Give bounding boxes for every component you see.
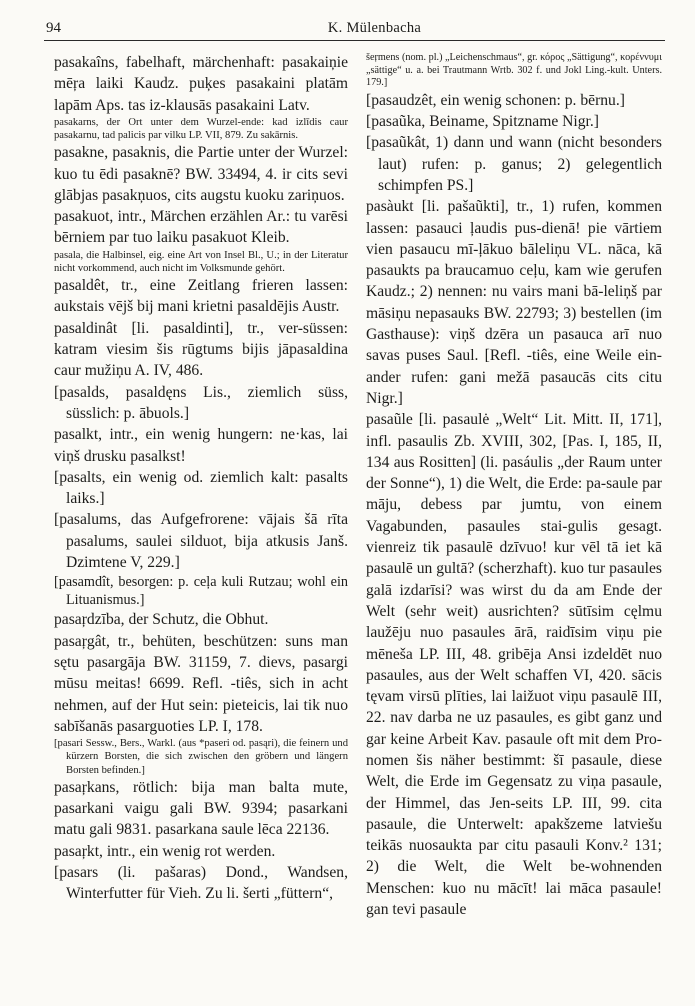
left-column <box>54 52 348 905</box>
dictionary-entry: [pasalds, pasaldęns Lis., ziemlich süss, süsslich: p. ābuols.] <box>54 383 348 422</box>
page-number: 94 <box>46 20 61 36</box>
dictionary-entry: pasaŗkt, intr., ein wenig rot werden. <box>54 842 276 860</box>
dictionary-entry: pasala, die Halbinsel, eig. eine Art von Insel Bl., U.; in der Literatur nicht vorkommend, auch nicht im Volksmunde gehört. <box>54 249 348 274</box>
dictionary-entry: pasaŗdzība, der Schutz, die Obhut. <box>54 611 269 629</box>
dictionary-entry: pasàukt [li. pašaũkti], tr., 1) rufen, kommen lassen: pasauci ļaudis pus-dienā! pie vārtiem vien pasaucu mī-ļākuo bāleliņu VL. nāca, kā pasaukts pa braucamuo ceļu, kam wie gerufen Kaudz.; 2) nennen: nu vairs mani bā-leliņš par māsiņu nepasauks BW. 22793; 3) bestellen (im Gasthause): viņš dzēra un pasauca arī nuo savas puses Saul. [Refl. -tiês, eine Weile ein-ander rufen: gani mežā pasaucās cits citu Nigr.] <box>366 198 662 407</box>
dictionary-entry: [pasamdît, besorgen: p. ceļa kuli Rutzau; wohl ein Lituanismus.] <box>54 574 348 609</box>
dictionary-entry: pasaũle [li. pasaulė „Welt“ Lit. Mitt. II, 171], infl. pasaulis Zb. XVIII, 302, [Pas. I, 185, II, 134 aus Rositten] (li. pasáulis „der Raum unter der Sonne“), 1) die Welt, die Erde: pa-saule par māju, debess par jumtu, von einem Vagabunden, pasaules stai-gulis gesagt. vienreiz tik pasaulē dzīvuo! kur vēl tā iet kā pasaulē un gultā? (scherzhaft). kuo tur pasaules galā izdarīsi? was wirst du da am Ende der Welt (sehr weit) ausrichten? sūtīsim cęlmu laužēju nuo pasaules ārā, raidīsim viņu pie mēneša LP. III, 48. gribēja Ansi izdeldēt nuo pasaules, aus der Welt schaffen VI, 420. sācis tęvam virsū plīties, lai laižuot viņu pasaulē III, 22. nav darba ne uz pasaules, es gibt ganz und gar keine Arbeit Kav. pasaule oft mit dem Pro-nomen šis näher bestimmt: šī pasaule, diese Welt, die Erde im Gegensatz zu viņa pasaule, der Himmel, das Jen-seits LP. III, 99. cita pasaule, die Unterwelt: apakšzeme latviešu teikās nuosaukta par citu pasauli Konv.² 131; 2) die Welt, die Welt be-wohnenden Menschen: kuo nu mācīt! lai māca pasaule! gan tevi pasaule <box>366 411 662 919</box>
dictionary-entry: šeŗmens (nom. pl.) „Leichenschmaus“, gr. κόρος „Sättigung“, κορέννυμι „sättige“ u. a. bei Trautmann Wrtb. 302 f. und Jokl Ling.-kult. Unters. 179.] <box>366 52 662 89</box>
dictionary-entry: [pasalts, ein wenig od. ziemlich kalt: pasalts laiks.] <box>54 468 348 508</box>
dictionary-entry: pasakaîns, fabelhaft, märchenhaft: pasakaiņie mēŗa laiki Kaudz. puķes pasakaini platām lapām Aps. tas iz-klausās pasakaini Latv. <box>54 54 348 114</box>
dictionary-entry: pasaldêt, tr., eine Zeitlang frieren lassen: aukstais vējš bij mani krietni pasaldējis Austr. <box>54 277 348 316</box>
dictionary-entry: [pasars (li. pašaras) Dond., Wandsen, Winterfutter für Vieh. Zu li. šerti „füttern“, <box>54 863 348 903</box>
dictionary-entry: [pasaũka, Beiname, Spitzname Nigr.] <box>366 113 599 131</box>
dictionary-entry: pasakuot, intr., Märchen erzählen Ar.: tu varēsi bērniem par tuo laiku pasakuot Kleib. <box>54 208 348 247</box>
dictionary-entry: pasaldinât [li. pasaldinti], tr., ver-süssen: katram viesim šis rūgtums bijis jāpasaldina caur mužiņu A. IV, 486. <box>54 319 348 380</box>
right-column <box>366 52 662 920</box>
dictionary-entry: pasakne, pasaknis, die Partie unter der Wurzel: kuo tu ēdi pasaknē? BW. 33494, 4. ir cits sevi glābjas pasakņuos, cits augstu kuoku zariņuos. <box>54 144 348 204</box>
running-head: K. Mülenbacha <box>327 20 422 36</box>
dictionary-entry: pasaŗgât, tr., behüten, beschützen: suns man sętu pasargāja BW. 31159, 7. dievs, pasargi mūsu meitas! 6699. Refl. -tiês, sich in acht nehmen, auf der Hut sein: pieteicis, lai tik nuo sabīšanās pasarguoties LP. I, 178. <box>54 632 348 735</box>
dictionary-entry: [pasaũkât, 1) dann und wann (nicht besonders laut) rufen: p. ganus; 2) gelegentlich schimpfen PS.] <box>366 134 662 194</box>
dictionary-entry: [pasalums, das Aufgefrorene: vājais šā rīta pasalums, saulei silduot, bija atkusis Janš. Dzimtene V, 229.] <box>54 511 348 572</box>
dictionary-entry: [pasaudzêt, ein wenig schonen: p. bērnu.] <box>366 91 625 109</box>
dictionary-entry: [pasari Sessw., Bers., Warkl. (aus *paseri od. pasąri), die feinern und kürzern Borsten, die sich zwischen den gröbern und längern Borsten befinden.] <box>54 738 348 776</box>
dictionary-entry: pasakarns, der Ort unter dem Wurzel-ende: kad izlīdis caur pasakarnu, tad palicis par vilku LP. VII, 879. Zu sakārnis. <box>54 116 348 142</box>
page-header <box>44 14 665 41</box>
dictionary-entry: pasalkt, intr., ein wenig hungern: ne·kas, lai viņš drusku pasalkst! <box>54 426 348 465</box>
dictionary-entry: pasaŗkans, rötlich: bija man balta mute, pasarkani vaigu gali BW. 9394; pasarkani matu gali 9831. pasarkana saule lēca 22136. <box>54 778 348 839</box>
